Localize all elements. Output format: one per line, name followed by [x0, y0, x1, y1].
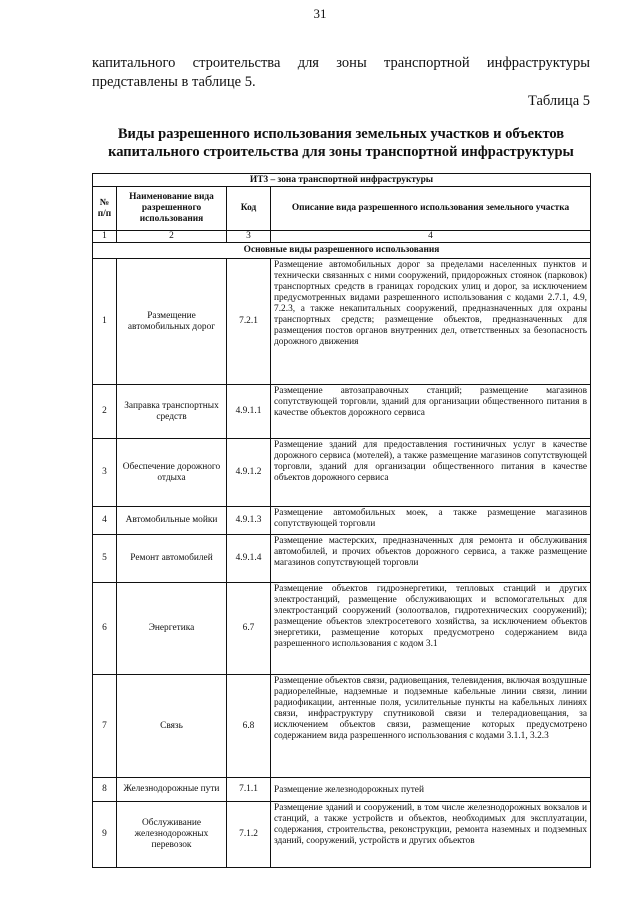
column-index-row [93, 231, 591, 243]
zoning-table [92, 173, 591, 868]
row-code: 4.9.1.3 [227, 507, 271, 535]
row-num: 3 [93, 439, 117, 507]
table-row [93, 675, 591, 778]
column-index: 1 [93, 231, 117, 243]
table-row [93, 385, 591, 439]
table-row [93, 507, 591, 535]
row-num: 9 [93, 802, 117, 868]
column-index: 2 [117, 231, 227, 243]
row-code: 6.8 [227, 675, 271, 778]
row-desc: Размещение объектов связи, радиовещания, телевидения, включая воздушные радиорелейные, надземные и подземные кабельные линии связи, линии радиофикации, антенные поля, усилительные пункты на кабельных линиях связи, инфраструктуру спутниковой связи и телерадиовещания, за исключением объектов связи, размещение которых предусмотрено содержанием вида разрешенного использования с кодами 3.1.1, 3.2.3 [271, 675, 591, 778]
table-heading: Виды разрешенного использования земельных участков и объектов капитального строительства для зоны транспортной инфраструктуры [108, 126, 574, 160]
row-desc: Размещение автомобильных моек, а также размещение магазинов сопутствующей торговли [271, 507, 591, 535]
row-name: Связь [117, 675, 227, 778]
row-desc: Размещение железнодорожных путей [271, 778, 591, 802]
row-code: 7.2.1 [227, 259, 271, 385]
row-num: 7 [93, 675, 117, 778]
header-num: № п/п [93, 187, 117, 231]
row-name: Ремонт автомобилей [117, 535, 227, 583]
table-row [93, 259, 591, 385]
header-code: Код [227, 187, 271, 231]
row-desc: Размещение зданий и сооружений, в том числе железнодорожных вокзалов и станций, а также устройств и объектов, необходимых для эксплуатации, содержания, строительства, реконструкции, ремонта наземных и подземных зданий, сооружений, устройств и других объектов [271, 802, 591, 868]
header-desc: Описание вида разрешенного использования земельного участка [271, 187, 591, 231]
header-row [93, 187, 591, 231]
table-row [93, 535, 591, 583]
row-desc: Размещение мастерских, предназначенных для ремонта и обслуживания автомобилей, и прочих объектов дорожного сервиса, а также размещение магазинов сопутствующей торговли [271, 535, 591, 583]
row-desc: Размещение автозаправочных станций; размещение магазинов сопутствующей торговли, зданий для организации общественного питания в качестве объектов дорожного сервиса [271, 385, 591, 439]
row-desc: Размещение объектов гидроэнергетики, тепловых станций и других электростанций, размещение обслуживающих и вспомогательных для электростанций сооружений (золоотвалов, гидротехнических сооружений); размещение объектов электросетевого хозяйства, за исключением объектов энергетики, размещение которых предусмотрено содержанием вида разрешенного использования с кодом 3.1 [271, 583, 591, 675]
row-code: 4.9.1.4 [227, 535, 271, 583]
table-row [93, 583, 591, 675]
row-code: 7.1.1 [227, 778, 271, 802]
zone-title-row [93, 174, 591, 187]
row-num: 6 [93, 583, 117, 675]
row-code: 4.9.1.2 [227, 439, 271, 507]
header-name: Наименование вида разрешенного использования [117, 187, 227, 231]
row-name: Заправка транспортных средств [117, 385, 227, 439]
row-num: 5 [93, 535, 117, 583]
row-name: Размещение автомобильных дорог [117, 259, 227, 385]
row-num: 1 [93, 259, 117, 385]
row-name: Железнодорожные пути [117, 778, 227, 802]
column-index: 4 [271, 231, 591, 243]
row-code: 7.1.2 [227, 802, 271, 868]
row-num: 2 [93, 385, 117, 439]
table-row [93, 778, 591, 802]
row-num: 8 [93, 778, 117, 802]
zone-title: ИТ3 – зона транспортной инфраструктуры [93, 174, 591, 187]
row-name: Автомобильные мойки [117, 507, 227, 535]
row-code: 6.7 [227, 583, 271, 675]
row-name: Обслуживание железнодорожных перевозок [117, 802, 227, 868]
page-number: 31 [313, 6, 327, 21]
row-name: Обеспечение дорожного отдыха [117, 439, 227, 507]
row-desc: Размещение автомобильных дорог за пределами населенных пунктов и технически связанных с ними сооружений, придорожных стоянок (парковок) транспортных средств в границах городских улиц и дорог, за исключением предусмотренных видами разрешенного использования с кодами 2.7.1, 4.9, 7.2.3, а также некапитальных сооружений, предназначенных для охраны транспортных средств; размещение объектов, предназначенных для размещения постов органов внутренних дел, ответственных за безопасность дорожного движения [271, 259, 591, 385]
row-code: 4.9.1.1 [227, 385, 271, 439]
section-row [93, 243, 591, 259]
section-title: Основные виды разрешенного использования [93, 243, 591, 259]
table-caption: Таблица 5 [527, 93, 590, 109]
table-row [93, 802, 591, 868]
row-name: Энергетика [117, 583, 227, 675]
row-desc: Размещение зданий для предоставления гостиничных услуг в качестве дорожного сервиса (мотелей), а также размещение магазинов сопутствующей торговли, зданий для организации общественного питания в качестве объектов дорожного сервиса [271, 439, 591, 507]
row-num: 4 [93, 507, 117, 535]
column-index: 3 [227, 231, 271, 243]
table-row [93, 439, 591, 507]
intro-paragraph: капитального строительства для зоны транспортной инфраструктуры представлены в таблице 5. [92, 55, 590, 90]
